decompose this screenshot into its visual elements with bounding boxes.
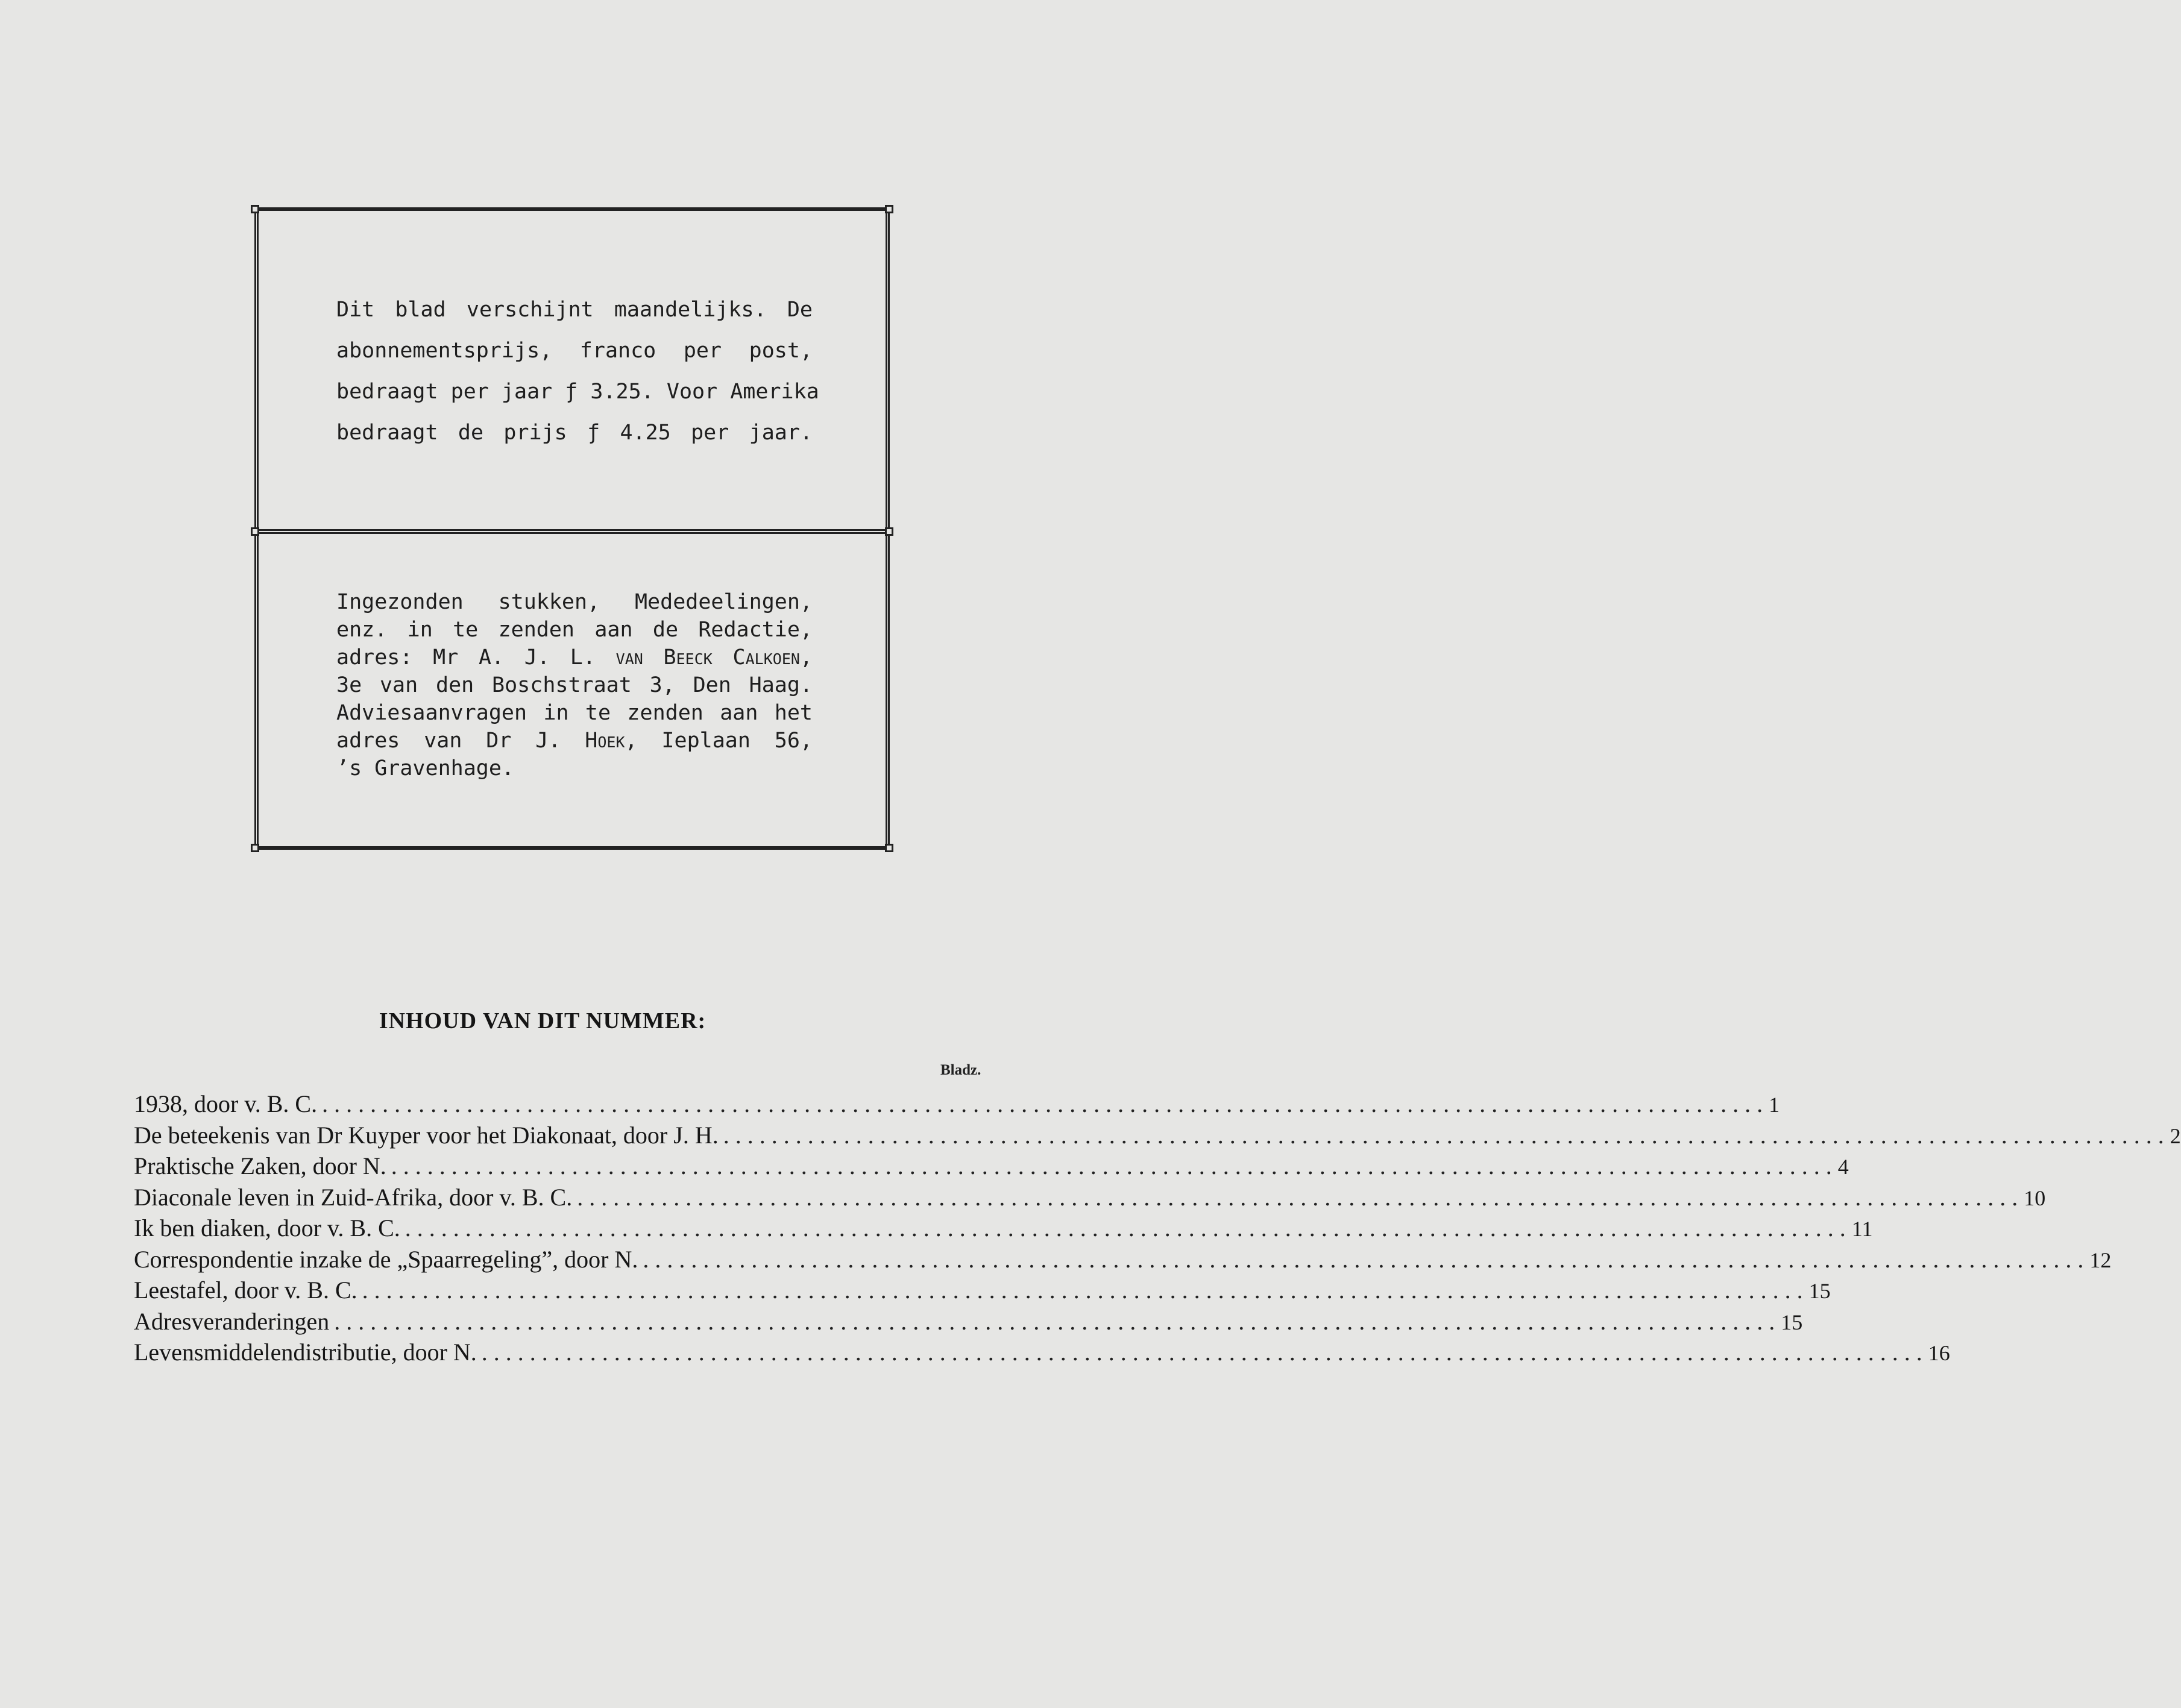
leader-dots: ........................................................................................................................	[643, 1245, 2090, 1273]
contact-notice	[336, 588, 813, 782]
toc-entry-page: 10	[2024, 1185, 2046, 1210]
toc-entry-page: 11	[1851, 1217, 1873, 1241]
contact-line	[336, 644, 813, 671]
leader-dots: ........................................................................................................................	[334, 1307, 1781, 1335]
toc-entry-title: 1938, door v. B. C.	[134, 1090, 318, 1117]
contact-line: Ingezonden stukken, Mededeelingen,	[336, 590, 813, 614]
leader-dots: ........................................................................................................................	[391, 1152, 1838, 1179]
table-of-contents	[134, 1085, 2181, 1366]
toc-entry-page: 16	[1928, 1341, 1950, 1365]
subscription-notice	[336, 289, 819, 453]
frame-corner-ornament	[885, 527, 893, 536]
toc-entry-title: Diaconale leven in Zuid-Afrika, door v. B. C.	[134, 1183, 573, 1211]
toc-entry-page: 15	[1808, 1279, 1831, 1303]
subscription-line: bedraagt de prijs ƒ 4.25 per jaar.	[336, 421, 813, 445]
frame-middle-rule	[259, 529, 885, 534]
frame-bottom-rule	[259, 846, 885, 850]
contact-line: Adviesaanvragen in te zenden aan het	[336, 701, 813, 725]
frame-corner-ornament	[251, 844, 259, 852]
toc-entry	[134, 1302, 1803, 1335]
toc-entry	[134, 1271, 1831, 1304]
subscription-line: Dit blad verschijnt maandelijks. De	[336, 298, 813, 322]
toc-entry-page: 4	[1837, 1155, 1849, 1179]
frame-corner-ornament	[885, 844, 893, 852]
contact-line: ’s Gravenhage.	[336, 756, 515, 780]
page-column-header: Bladz.	[940, 1062, 981, 1078]
toc-title: INHOUD VAN DIT NUMMER:	[379, 1008, 707, 1034]
contact-line: enz. in te zenden aan de Redactie,	[336, 618, 813, 642]
toc-entry-title: Correspondentie inzake de „Spaarregeling”, door N.	[134, 1245, 638, 1273]
toc-entry	[134, 1116, 2181, 1149]
toc-entry-title: Ik ben diaken, door v. B. C.	[134, 1214, 400, 1242]
toc-entry-page: 15	[1781, 1310, 1803, 1334]
advice-address-prefix: adres van Dr J.	[336, 729, 585, 753]
toc-entry	[134, 1085, 1780, 1117]
toc-entry-title: Praktische Zaken, door N.	[134, 1152, 386, 1179]
advice-address-suffix: Ieplaan 56,	[637, 729, 813, 753]
subscription-line: bedraagt per jaar ƒ 3.25. Voor Amerika	[336, 380, 819, 404]
frame-corner-ornament	[251, 527, 259, 536]
subscription-line: abonnementsprijs, franco per post,	[336, 339, 813, 363]
toc-entry	[134, 1240, 2112, 1273]
leader-dots: ........................................................................................................................	[577, 1183, 2024, 1211]
contact-line: 3e van den Boschstraat 3, Den Haag.	[336, 673, 813, 697]
toc-entry-title: Levensmiddelendistributie, door N.	[134, 1339, 477, 1366]
toc-entry-title: Adresveranderingen	[134, 1307, 330, 1335]
leader-dots: ........................................................................................................................	[322, 1090, 1769, 1117]
leader-dots: ........................................................................................................................	[362, 1276, 1809, 1304]
contact-line	[336, 727, 813, 755]
frame-corner-ornament	[885, 205, 893, 213]
leader-dots: ........................................................................................................................	[481, 1339, 1928, 1366]
toc-entry-title: De beteekenis van Dr Kuyper voor het Diakonaat, door J. H.	[134, 1121, 719, 1149]
toc-entry-title: Leestafel, door v. B. C.	[134, 1276, 357, 1304]
toc-entry-page: 12	[2089, 1248, 2112, 1272]
frame-top-rule	[259, 207, 885, 211]
toc-entry	[134, 1333, 1950, 1366]
toc-entry	[134, 1147, 1849, 1179]
toc-entry	[134, 1209, 1873, 1242]
toc-entry-page: 2	[2170, 1123, 2181, 1148]
contact-address-prefix: adres: Mr A. J. L.	[336, 645, 616, 670]
leader-dots: ........................................................................................................................	[723, 1121, 2170, 1149]
editor-name: van Beeck Calkoen,	[615, 645, 813, 670]
toc-entry-page: 1	[1769, 1093, 1780, 1117]
toc-entry	[134, 1178, 2046, 1211]
leader-dots: ........................................................................................................................	[404, 1214, 1852, 1242]
frame-corner-ornament	[251, 205, 259, 213]
advisor-name: Hoek,	[585, 729, 638, 753]
